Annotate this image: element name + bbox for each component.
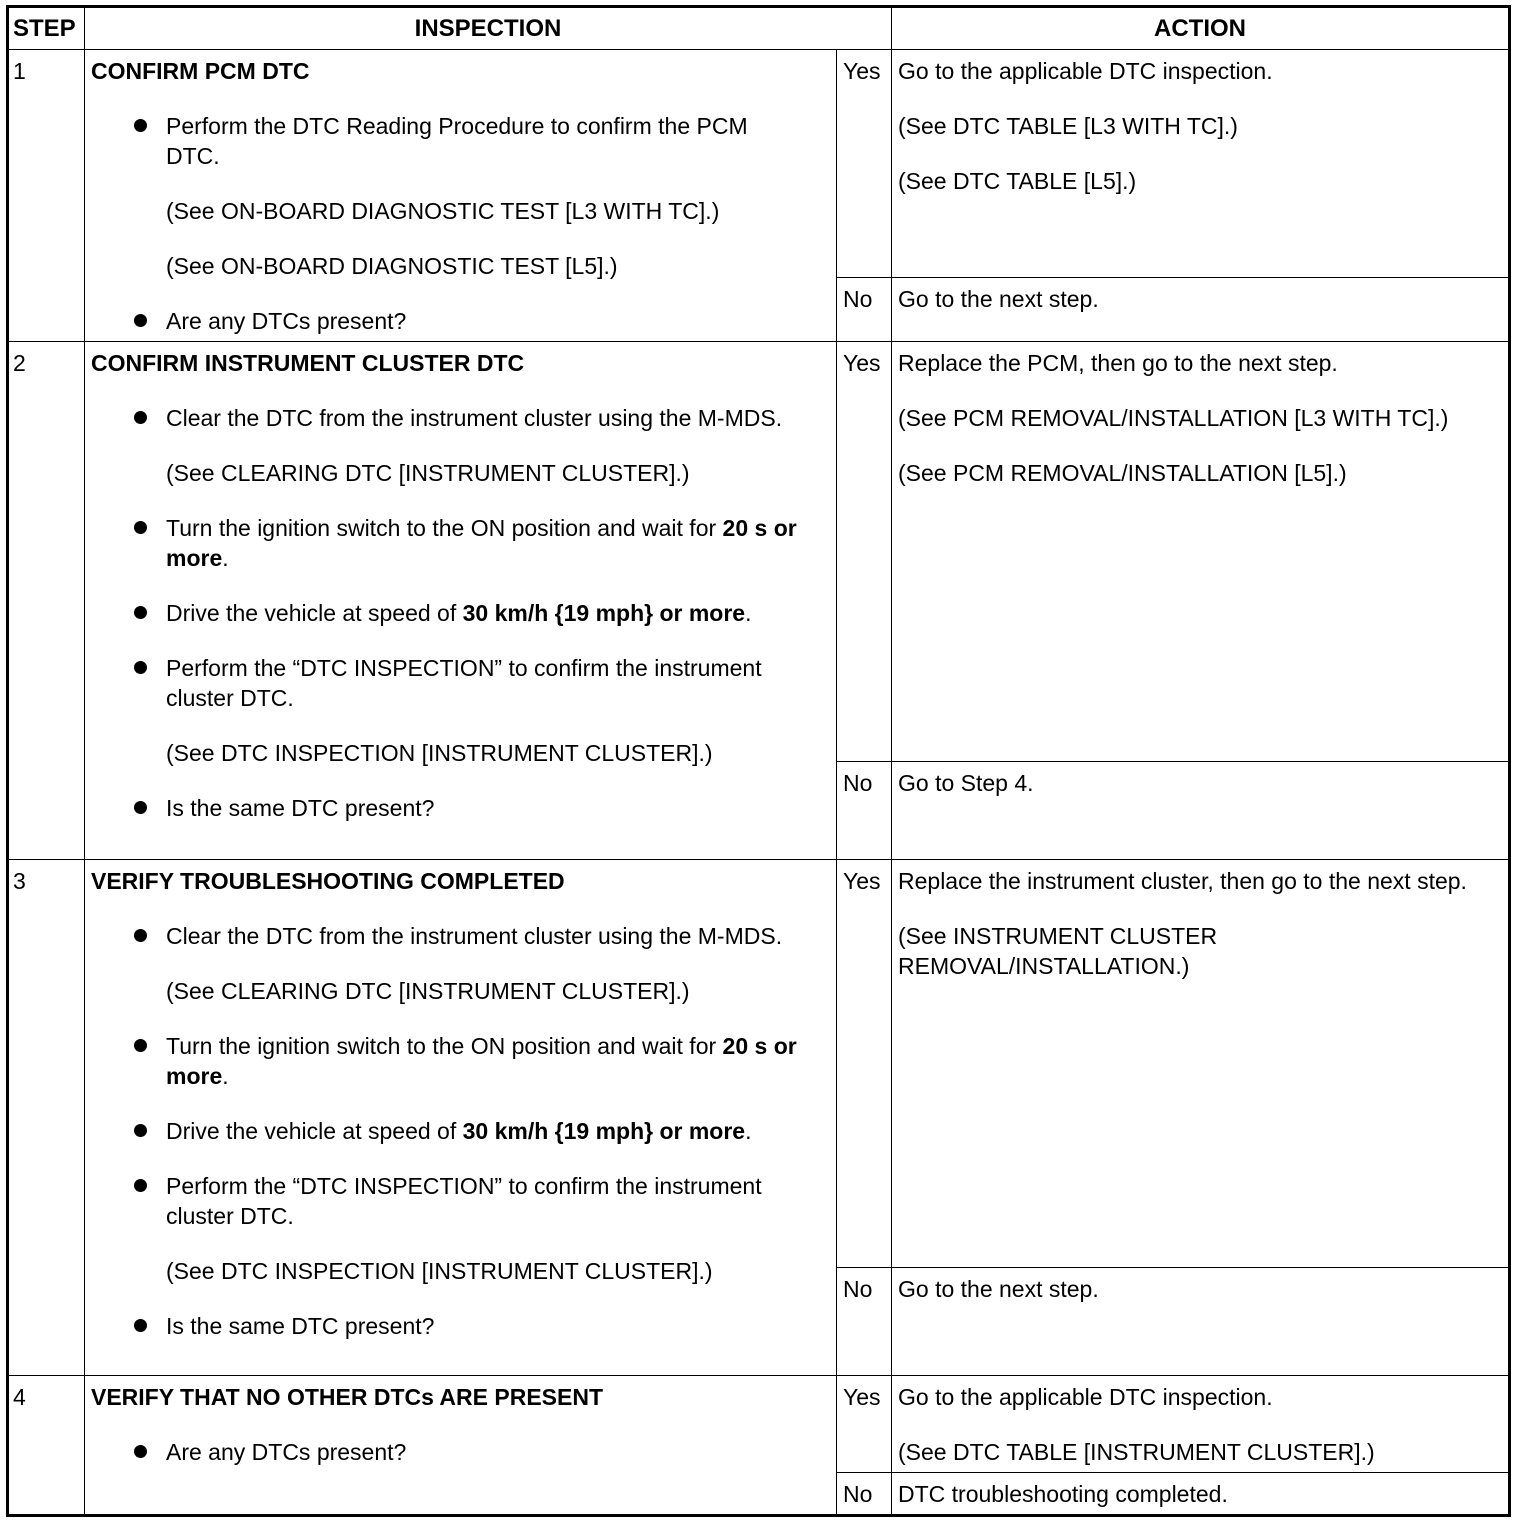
step-title: VERIFY TROUBLESHOOTING COMPLETED <box>91 867 565 894</box>
inspection-item <box>91 921 830 951</box>
inspection-item <box>91 1171 830 1231</box>
bullet-icon <box>134 606 147 619</box>
yes-action <box>892 859 1510 1267</box>
inspection-item <box>91 403 830 433</box>
no-action <box>892 762 1510 859</box>
reference-line <box>91 196 830 226</box>
inspection-list <box>91 111 830 336</box>
action-text: Replace the instrument cluster, then go to the next step. <box>898 867 1467 894</box>
action-text: (See INSTRUMENT CLUSTER REMOVAL/INSTALLATION.) <box>898 922 1218 979</box>
item-text: (See ON-BOARD DIAGNOSTIC TEST [L3 WITH TC].) <box>166 198 720 224</box>
step-header: STEP <box>8 7 85 50</box>
action-text: (See PCM REMOVAL/INSTALLATION [L5].) <box>898 460 1347 487</box>
step-row-yes <box>8 859 1510 1267</box>
inspection-list <box>91 1437 830 1467</box>
item-text-end: . <box>745 600 752 627</box>
bullet-icon <box>134 314 147 327</box>
inspection-item <box>91 793 830 823</box>
item-text: (See CLEARING DTC [INSTRUMENT CLUSTER].) <box>166 460 690 487</box>
action-text: Go to the next step. <box>898 286 1099 313</box>
inspection-cell <box>85 342 837 859</box>
step-row-yes <box>8 1375 1510 1472</box>
item-emphasis: 30 km/h {19 mph} or more <box>462 1117 746 1144</box>
item-text: Drive the vehicle at speed of <box>166 600 463 627</box>
bullet-icon <box>134 1039 147 1052</box>
action-text: Go to Step 4. <box>898 770 1034 797</box>
reference-line <box>91 1256 830 1286</box>
item-text: Clear the DTC from the instrument cluster using the M-MDS. <box>166 922 783 949</box>
bullet-icon <box>134 929 147 942</box>
reference-line <box>91 251 830 281</box>
action-text: (See DTC TABLE [INSTRUMENT CLUSTER].) <box>898 1438 1375 1465</box>
bullet-icon <box>134 801 147 814</box>
inspection-item <box>91 306 830 336</box>
item-text: Clear the DTC from the instrument cluster using the M-MDS. <box>166 405 783 432</box>
item-text: (See ON-BOARD DIAGNOSTIC TEST [L5].) <box>166 253 618 279</box>
no-label: No <box>837 1267 892 1375</box>
inspection-item <box>91 513 830 573</box>
no-label: No <box>837 1472 892 1515</box>
inspection-header: INSPECTION <box>85 7 892 50</box>
yes-label: Yes <box>837 1375 892 1472</box>
action-text: Go to the applicable DTC inspection. <box>898 1383 1273 1410</box>
item-text: Is the same DTC present? <box>166 1312 435 1339</box>
item-text: (See DTC INSPECTION [INSTRUMENT CLUSTER].) <box>166 1257 713 1284</box>
step-number: 1 <box>8 50 85 342</box>
reference-line <box>91 738 830 768</box>
reference-line <box>91 458 830 488</box>
item-text-end: . <box>222 545 229 572</box>
step-title: CONFIRM INSTRUMENT CLUSTER DTC <box>91 350 525 377</box>
item-text-end: . <box>222 1062 229 1089</box>
inspection-cell <box>85 1375 837 1515</box>
no-label: No <box>837 278 892 342</box>
yes-action <box>892 1375 1510 1472</box>
item-text-end: . <box>745 1117 752 1144</box>
step-number: 4 <box>8 1375 85 1515</box>
header-row <box>8 7 1510 50</box>
bullet-icon <box>134 411 147 424</box>
yes-action <box>892 50 1510 278</box>
yes-label: Yes <box>837 50 892 278</box>
no-action <box>892 1472 1510 1515</box>
inspection-list <box>91 921 830 1341</box>
bullet-icon <box>134 1319 147 1332</box>
bullet-icon <box>134 521 147 534</box>
inspection-item <box>91 111 830 171</box>
item-text: Are any DTCs present? <box>166 1438 407 1465</box>
bullet-icon <box>134 1179 147 1192</box>
step-number: 2 <box>8 342 85 859</box>
inspection-cell <box>85 859 837 1375</box>
step-title: VERIFY THAT NO OTHER DTCs ARE PRESENT <box>91 1383 604 1410</box>
action-text: Go to the next step. <box>898 1275 1099 1302</box>
yes-label: Yes <box>837 342 892 762</box>
inspection-item <box>91 1437 830 1467</box>
inspection-cell <box>85 50 837 342</box>
action-header: ACTION <box>892 7 1510 50</box>
inspection-list <box>91 403 830 823</box>
inspection-item <box>91 1031 830 1091</box>
item-text: (See DTC INSPECTION [INSTRUMENT CLUSTER].) <box>166 740 713 767</box>
item-text: Drive the vehicle at speed of <box>166 1117 463 1144</box>
item-text: (See CLEARING DTC [INSTRUMENT CLUSTER].) <box>166 977 690 1004</box>
item-text: Are any DTCs present? <box>166 308 407 334</box>
bullet-icon <box>134 1445 147 1458</box>
step-row-yes <box>8 342 1510 762</box>
action-text: DTC troubleshooting completed. <box>898 1480 1228 1507</box>
action-text: (See DTC TABLE [L5].) <box>898 168 1137 194</box>
item-emphasis: 20 s or more <box>166 1032 797 1089</box>
no-action <box>892 278 1510 342</box>
item-text: Is the same DTC present? <box>166 795 435 822</box>
item-text: Turn the ignition switch to the ON position and wait for <box>166 1032 723 1059</box>
item-text: Perform the DTC Reading Procedure to confirm the PCM DTC. <box>166 113 748 169</box>
troubleshooting-table <box>6 5 1511 1517</box>
inspection-item <box>91 598 830 628</box>
reference-line <box>91 976 830 1006</box>
inspection-item <box>91 653 830 713</box>
action-text: (See PCM REMOVAL/INSTALLATION [L3 WITH TC].) <box>898 405 1449 432</box>
yes-action <box>892 342 1510 762</box>
inspection-item <box>91 1311 830 1341</box>
step-title: CONFIRM PCM DTC <box>91 58 310 84</box>
item-emphasis: 30 km/h {19 mph} or more <box>462 600 746 627</box>
bullet-icon <box>134 119 147 132</box>
no-action <box>892 1267 1510 1375</box>
inspection-item <box>91 1116 830 1146</box>
item-emphasis: 20 s or more <box>166 515 797 572</box>
item-text: Perform the “DTC INSPECTION” to confirm the instrument cluster DTC. <box>166 655 762 712</box>
bullet-icon <box>134 1124 147 1137</box>
step-number: 3 <box>8 859 85 1375</box>
item-text: Perform the “DTC INSPECTION” to confirm the instrument cluster DTC. <box>166 1172 762 1229</box>
action-text: (See DTC TABLE [L3 WITH TC].) <box>898 113 1238 139</box>
step-row-yes <box>8 50 1510 278</box>
action-text: Go to the applicable DTC inspection. <box>898 58 1273 84</box>
action-text: Replace the PCM, then go to the next step. <box>898 350 1338 377</box>
bullet-icon <box>134 661 147 674</box>
no-label: No <box>837 762 892 859</box>
yes-label: Yes <box>837 859 892 1267</box>
item-text: Turn the ignition switch to the ON position and wait for <box>166 515 723 542</box>
